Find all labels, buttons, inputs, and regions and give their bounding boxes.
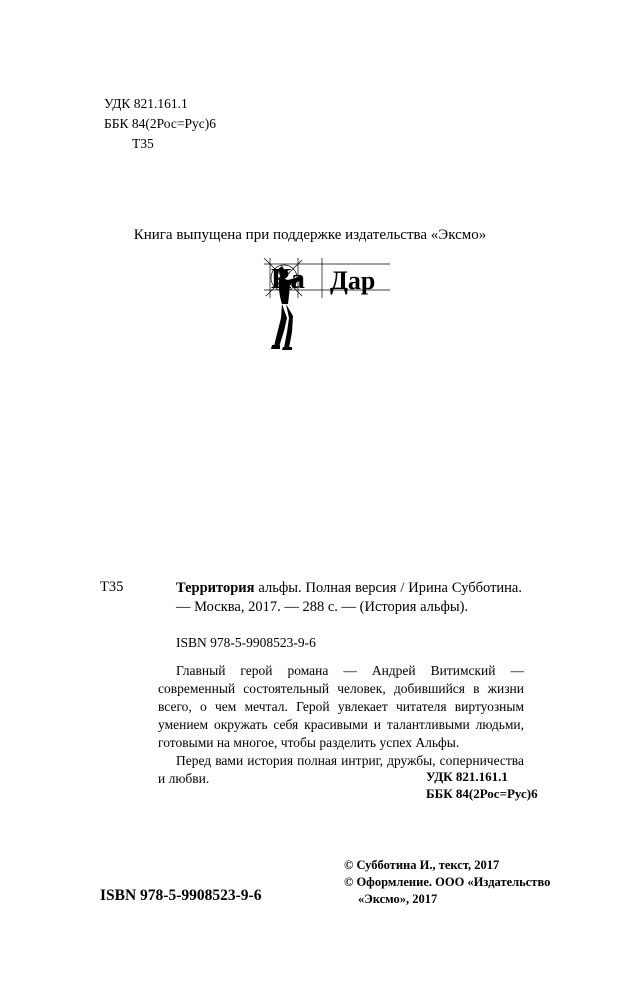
kadar-logo [262, 258, 392, 352]
catalog-card-code: Т35 [100, 579, 124, 595]
classification-codes [104, 94, 216, 154]
bbk-code: ББК 84(2Рос=Рус)6 [104, 116, 216, 131]
copyright-line-2: © Оформление. ООО «Издательство [344, 875, 551, 889]
catalog-card-title: Территория [176, 580, 255, 596]
logo-text-right: Дар [330, 266, 376, 295]
footer-bbk-code: ББК 84(2Рос=Рус)6 [426, 785, 538, 801]
bottom-isbn: ISBN 978-5-9908523-9-6 [100, 887, 262, 904]
udk-code: УДК 821.161.1 [104, 96, 188, 111]
logo-text-left: Ка [271, 264, 305, 295]
catalog-card-isbn: ISBN 978-5-9908523-9-6 [176, 635, 316, 650]
copyright-line-1: © Субботина И., текст, 2017 [344, 858, 500, 872]
kadar-logo-person-icon [262, 258, 392, 352]
catalog-card-description [176, 579, 522, 616]
footer-classification-codes [426, 769, 538, 802]
publisher-support-line: Книга выпущена при поддержке издательства «Эксмо» [133, 227, 487, 243]
annotation-paragraph-2: Перед вами история полная интриг, дружбы, соперничества и любви. [158, 753, 524, 786]
catalog-card-details: альфы. Полная версия / Ирина Субботина. — Москва, 2017. — 288 с. — (История альфы). [176, 580, 522, 615]
copyright-notice [344, 857, 550, 908]
author-mark: Т35 [132, 136, 154, 151]
annotation-paragraph-1: Главный герой романа — Андрей Витимский — современный состоятельный человек, добившийся в жизни всего, о чем мечтал. Герой увлекает читателя виртуозным умением окружать себя красивыми и талантливыми людьми, готовыми на многое, чтобы разделить успех Альфы. [158, 663, 524, 750]
copyright-line-3: «Эксмо», 2017 [358, 892, 438, 906]
footer-udk-code: УДК 821.161.1 [426, 769, 508, 784]
